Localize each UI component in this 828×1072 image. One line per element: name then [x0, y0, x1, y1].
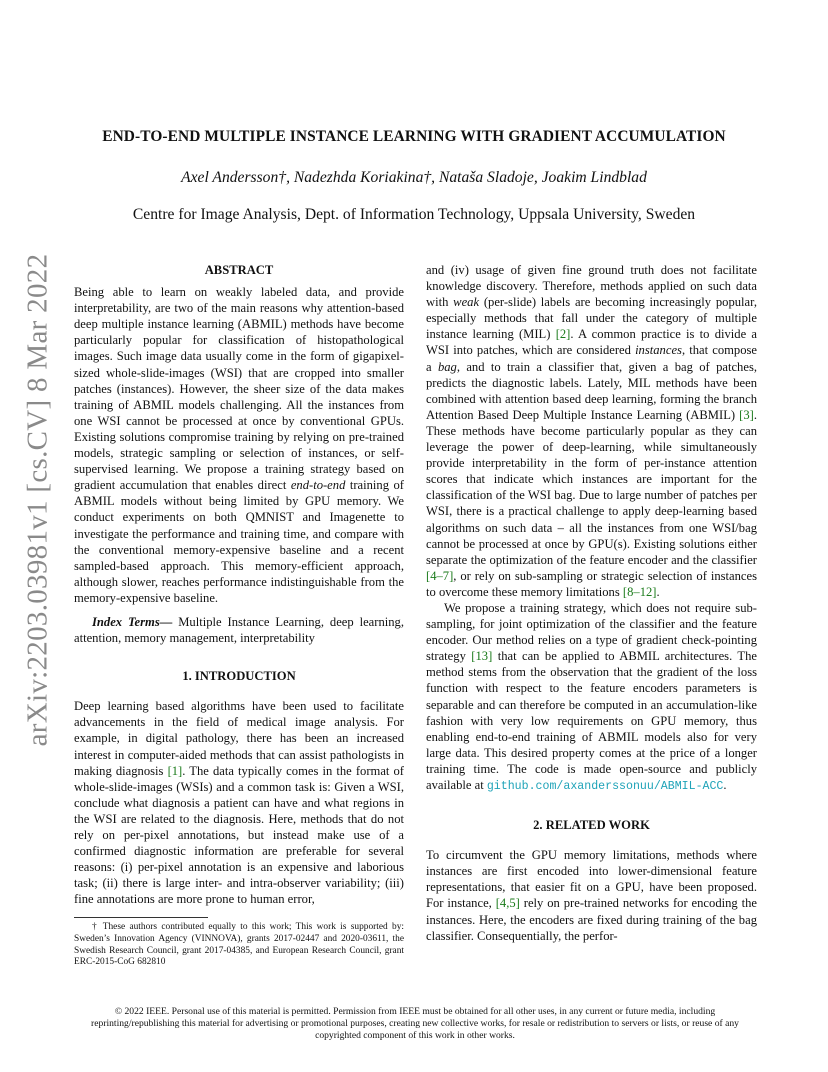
introduction-continued: and (iv) usage of given fine ground truth does not facilitate knowledge discovery. Therefore, methods applied on such data with weak (per-slide) labels are becoming increasingly popular, especially methods that fall under the category of multiple instance learning (MIL) [2]. A common practice is to divide a WSI into patches, which are considered instances, that compose a bag, and to train a classifier that, given a bag of patches, predicts the diagnostic labels. Lately, MIL methods have been combined with attention based deep learning, forming the branch Attention Based Deep Multiple Instance Learning (ABMIL) [3]. These methods have become particularly popular as they can leverage the power of deep-learning, while simultaneously provide interpretability in the form of per-instance attention scores that indicate which instances are important for the classification of the WSI bag. Due to large number of patches per WSI, there is a practical challenge to apply deep-learning based algorithms on such data – all the instances from one WSI/bag cannot be processed at once by GPU(s). Existing solutions either separate the optimization of the feature encoder and the classifier [4–7], or rely on sub-sampling or strategic selection of instances to overcome these memory limitations [8–12]. — [426, 263, 757, 599]
citation-link[interactable]: [8–12] — [622, 584, 657, 599]
citation-link[interactable]: [1] — [167, 763, 183, 778]
right-column — [426, 262, 757, 944]
abstract-text: Being able to learn on weakly labeled data, and provide interpretability, are two of the main reasons why attention-based deep multiple instance learning (ABMIL) methods have become particularly popular for classification of histopathological images. Such image data usually come in the form of gigapixel-sized whole-slide-images (WSI) that are cropped into smaller patches (instances). However, the sheer size of the data makes training of ABMIL models challenging. All the instances from one WSI cannot be processed at once by conventional GPUs. Existing solutions compromise training by relying on pre-trained models, strategic sampling or selection of instances, or self-supervised learning. We propose a training strategy based on gradient accumulation that enables direct end-to-end training of ABMIL models without being limited by GPU memory. We conduct experiments on both QMNIST and Imagenette to investigate the performance and training time, and compare with the conventional memory-expensive baseline and a recent sampled-based approach. This memory-efficient approach, although slower, reaches performance indistinguishable from the memory-expensive baseline. — [74, 285, 404, 605]
citation-link[interactable]: [2] — [555, 327, 571, 342]
introduction-heading: 1. INTRODUCTION — [182, 669, 296, 684]
arxiv-id: arXiv:2203.03981v1 [cs.CV] 8 Mar 2022 — [21, 253, 54, 747]
citation-link[interactable]: [4–7] — [426, 568, 454, 583]
index-terms-label: Index Terms— — [92, 614, 173, 629]
author-list: Axel Andersson†, Nadezhda Koriakina†, Nataša Sladoje, Joakim Lindblad — [181, 169, 647, 186]
affiliation: Centre for Image Analysis, Dept. of Information Technology, Uppsala University, Sweden — [132, 206, 696, 223]
abstract-heading: ABSTRACT — [204, 263, 274, 277]
code-repository-link[interactable]: github.com/axanderssonuu/ABMIL-ACC — [486, 780, 724, 793]
footnote-divider — [74, 917, 208, 918]
citation-link[interactable]: [13] — [471, 649, 493, 664]
paper-title: END-TO-END MULTIPLE INSTANCE LEARNING WITH GRADIENT ACCUMULATION — [102, 128, 726, 145]
index-terms: Index Terms— Multiple Instance Learning, deep learning, attention, memory management, interpretability — [74, 614, 404, 646]
related-work-text: To circumvent the GPU memory limitations, methods where instances are first encoded into lower-dimensional feature representations, that easier fit on a GPU, have been proposed. For instance, [4,5] rely on pre-trained networks for encoding the instances. Here, the encoders are fixed during training of the bag classifier. Consequentially, the perfor- — [426, 848, 757, 943]
related-work-heading: 2. RELATED WORK — [533, 818, 650, 833]
introduction-text: Deep learning based algorithms have been used to facilitate advancements in the field of medical image analysis. For example, in digital pathology, there has been an increased interest in computer-aided methods that can assist pathologists in making diagnosis [1]. The data typically comes in the format of whole-slide-images (WSIs) and a common task is: Given a WSI, conclude what diagnosis a patient can have and what regions in the WSI are related to the diagnosis. Here, methods that do not rely on per-pixel annotations, but instead make use of a confirmed diagnostic information are preferable for several reasons: (i) per-pixel annotation is an expensive and laborious task; (ii) there is large inter- and intra-observer variability; (iii) fine annotations are more prone to human error, — [74, 699, 404, 907]
footnote: † These authors contributed equally to this work; This work is supported by: Sweden’s Innovation Agency (VINNOVA), grants 2017-02447 and 2020-03611, the Swedish Research Council, grant 2017-04385, and European Research Council, grant ERC-2015-CoG 682810 — [74, 922, 404, 968]
proposal-paragraph: We propose a training strategy, which does not require sub-sampling, for joint optimization of the classifier and the feature encoder. Our method relies on a type of gradient check-pointing strategy [13] that can be applied to ABMIL architectures. The method stems from the observation that the gradient of the loss function with respect to the feature encoders parameters is separable and can therefore be computed in an accumulation-like fashion with very low requirements on GPU memory, thus enabling end-to-end training of ABMIL models also for very large data. This desired property comes at the price of a longer training time. The code is made open-source and publicly available at github.com/axanderssonuu/ABMIL-ACC. — [426, 600, 758, 793]
citation-link[interactable]: [4,5] — [495, 896, 520, 911]
left-column — [74, 262, 404, 969]
arxiv-sidebar-stamp — [18, 253, 58, 747]
citation-link[interactable]: [3] — [739, 407, 754, 422]
copyright-notice: © 2022 IEEE. Personal use of this material is permitted. Permission from IEEE must be obtained for all other uses, in any current or future media, including reprinting/republishing this material for advertising or promotional purposes, creating new collective works, for resale or redistribution to servers or lists, or reuse of any copyrighted component of this work in other works. — [91, 1006, 739, 1042]
